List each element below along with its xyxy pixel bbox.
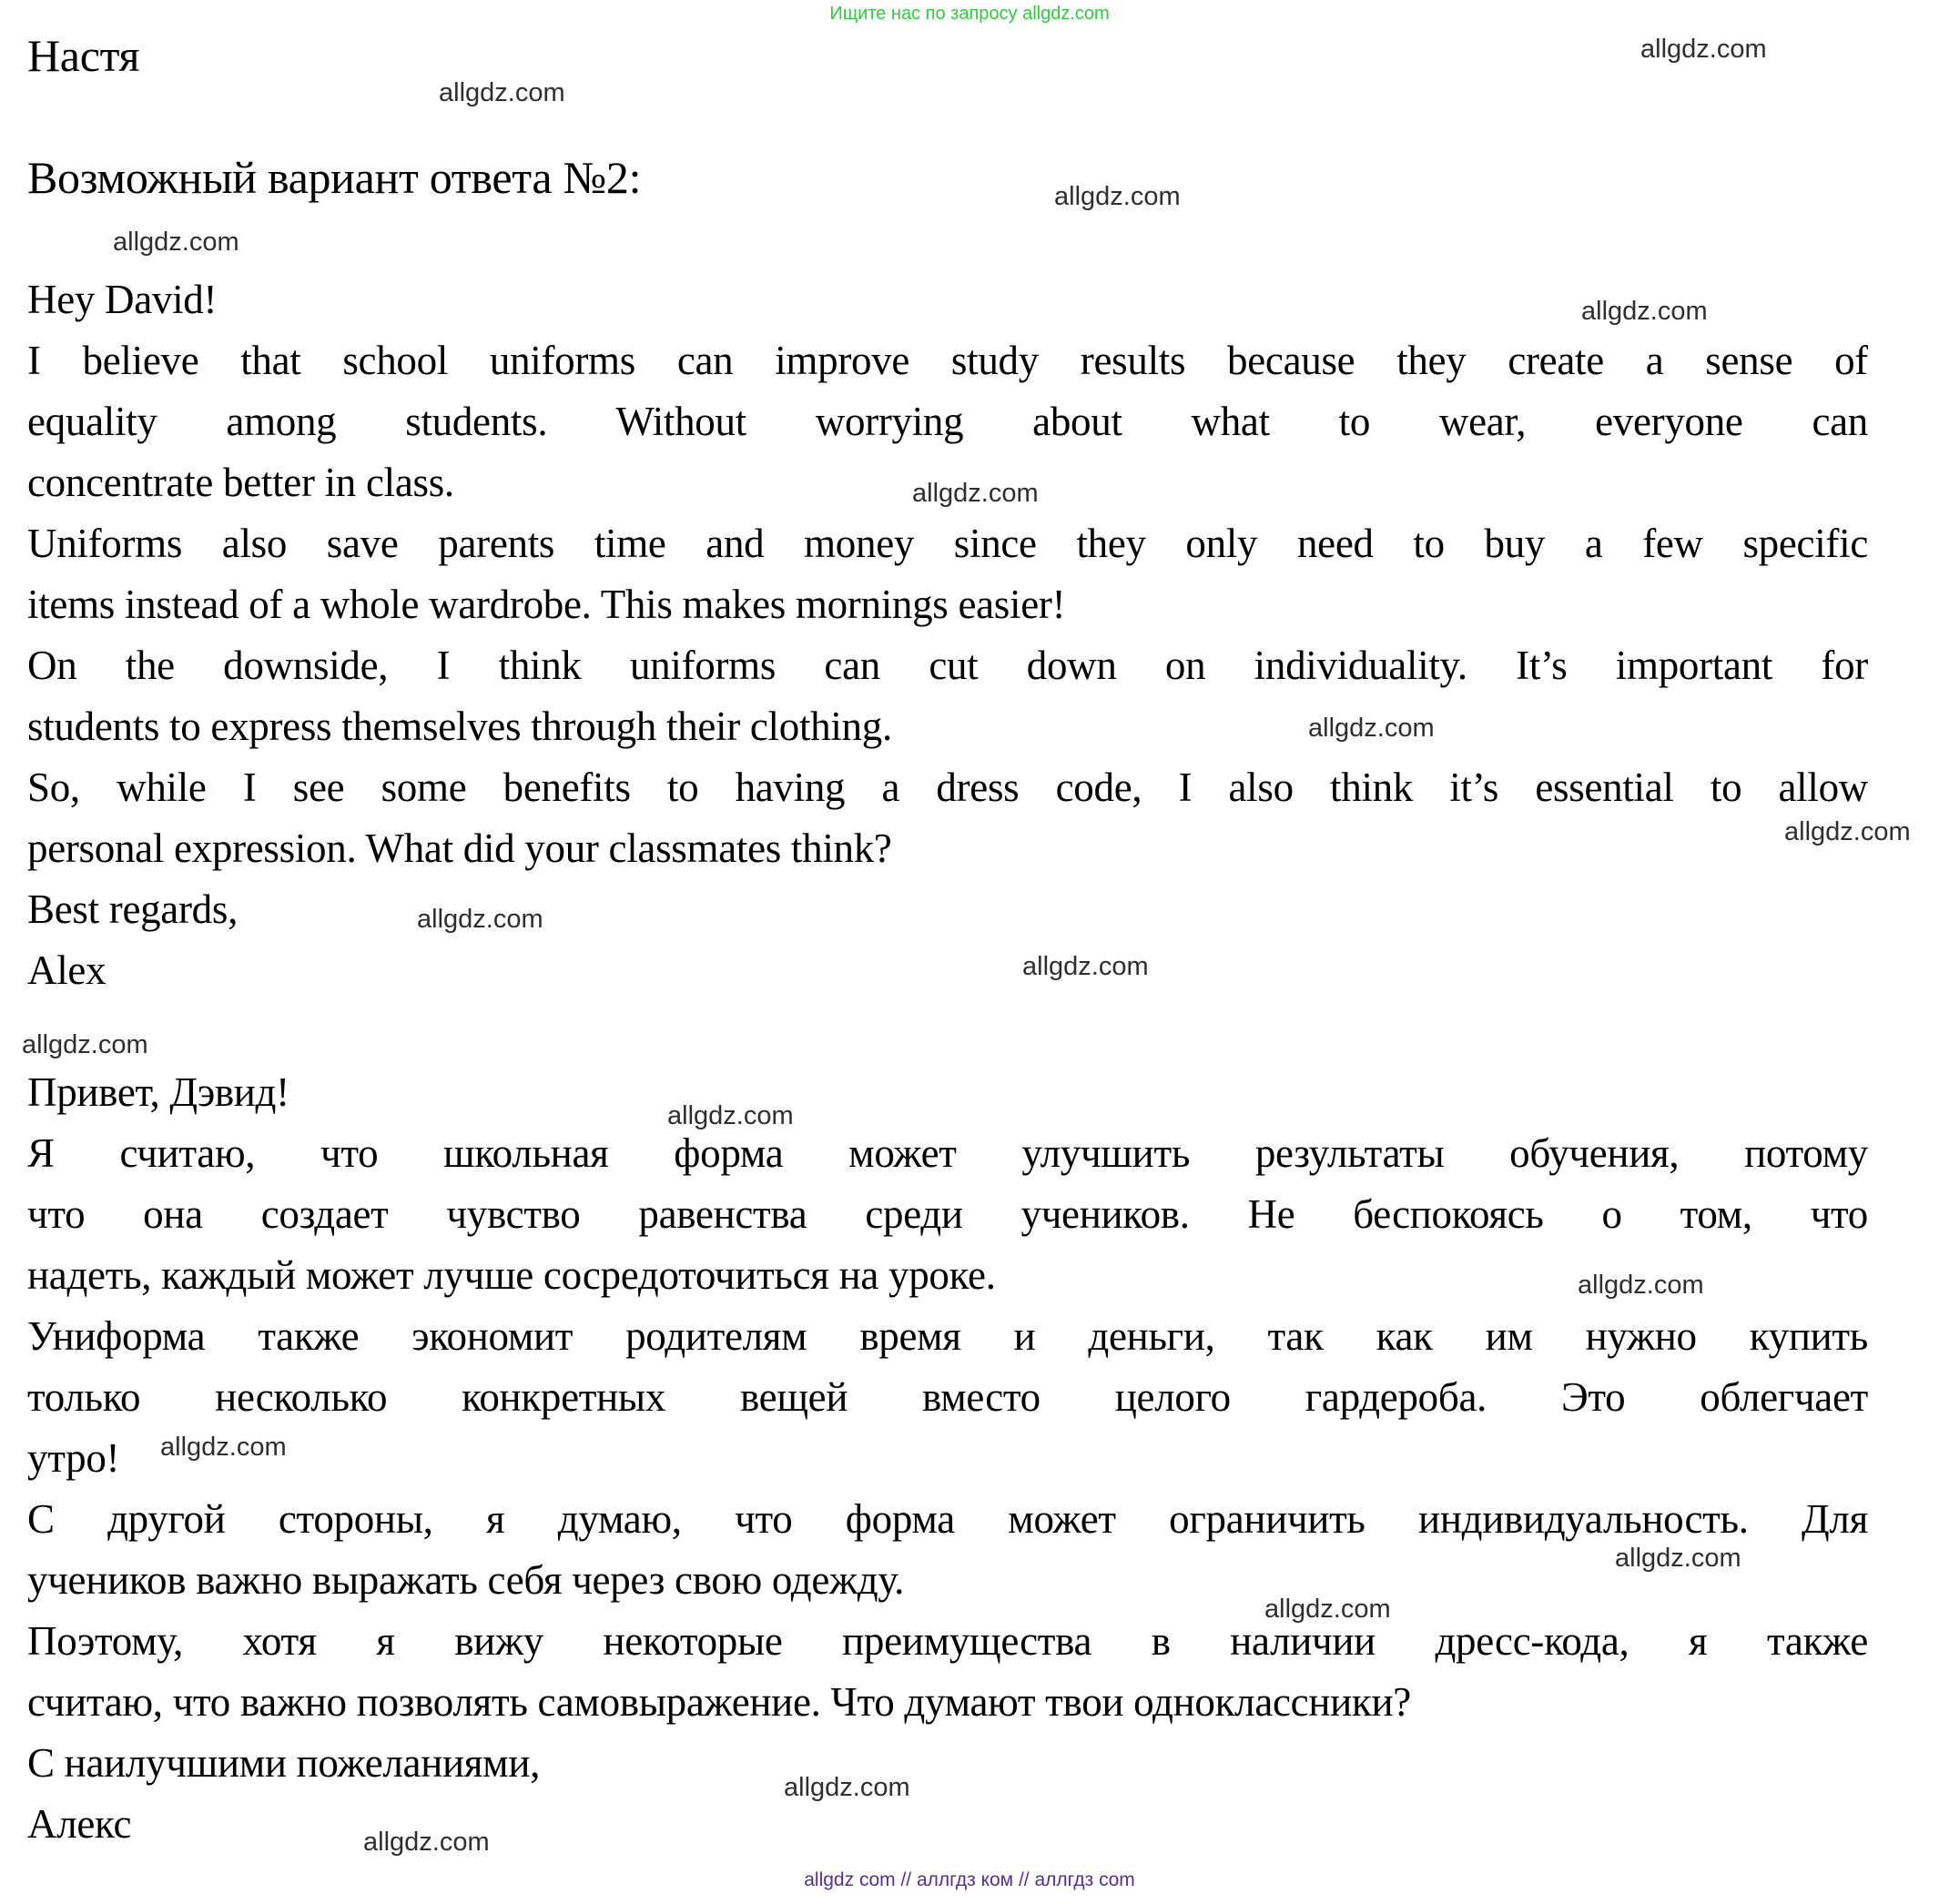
watermark-text: allgdz.com [1615,1544,1741,1573]
watermark-text: allgdz.com [439,78,565,107]
letter-line: что она создает чувство равенства среди учеников. Не беспокоясь о том, что [27,1191,1868,1237]
letter-line: учеников важно выражать себя через свою одежду. [27,1557,905,1603]
watermark-text: allgdz.com [1022,952,1149,981]
letter-line: Я считаю, что школьная форма может улучшить результаты обучения, потому [27,1130,1868,1176]
en-greeting: Hey David! [27,277,218,322]
letter-line: только несколько конкретных вещей вместо целого гардероба. Это облегчает [27,1374,1868,1420]
letter-line: I believe that school uniforms can improve study results because they create a sense of [27,338,1868,383]
watermark-text: allgdz.com [1784,817,1911,846]
blank-line [27,1001,1868,1062]
watermark-text: allgdz.com [417,905,543,934]
letter-line: students to express themselves through their clothing. [27,704,892,749]
watermark-text: allgdz.com [1581,297,1708,326]
blank-line [27,86,1868,147]
en-signature: Alex [27,947,107,993]
watermark-text: allgdz.com [1578,1271,1704,1300]
blank-line [27,208,1868,269]
letter-line: equality among students. Without worrying about what to wear, everyone can [27,399,1868,444]
letter-line: On the downside, I think uniforms can cut down on individuality. It’s important for [27,643,1868,688]
watermark-text: allgdz.com [22,1030,148,1059]
ru-greeting: Привет, Дэвид! [27,1069,289,1115]
watermark-text: allgdz.com [1308,714,1435,743]
watermark-text: allgdz.com [160,1433,287,1462]
letter-line: Поэтому, хотя я вижу некоторые преимущества в наличии дресс-кода, я также [27,1618,1868,1664]
letter-line: personal expression. What did your classmates think? [27,825,892,871]
letter-line: Униформа также экономит родителям время и деньги, так как им нужно купить [27,1313,1868,1359]
watermark-text: allgdz.com [784,1773,910,1802]
letter-line: надеть, каждый может лучше сосредоточиться на уроке. [27,1252,996,1298]
watermark-text: allgdz.com [912,479,1039,508]
ru-signature: Алекс [27,1801,132,1847]
watermark-text: allgdz.com [1054,182,1181,211]
promo-banner: Ищите нас по запросу allgdz.com [829,4,1110,24]
letter-line: So, while I see some benefits to having a dress code, I also think it’s essential to allow [27,765,1868,810]
letter-line: Uniforms also save parents time and money since they only need to buy a few specific [27,521,1868,566]
letter-line: С другой стороны, я думаю, что форма может ограничить индивидуальность. Для [27,1496,1868,1542]
letter-line: считаю, что важно позволять самовыражение. Что думают твои одноклассники? [27,1679,1411,1725]
letter-line: утро! [27,1435,120,1481]
watermark-text: allgdz.com [667,1101,794,1130]
letter-line: concentrate better in class. [27,460,454,505]
variant-title: Возможный вариант ответа №2: [27,152,642,203]
ru-signoff: С наилучшими пожеланиями, [27,1740,541,1786]
watermark-text: allgdz.com [363,1828,490,1857]
en-signoff: Best regards, [27,886,239,932]
watermark-text: allgdz.com [1640,35,1767,64]
footer-domains: allgdz com // аллгдз ком // аллгдз com [804,1869,1135,1890]
letter-line: items instead of a whole wardrobe. This makes mornings easier! [27,582,1066,627]
author-name: Настя [27,30,140,81]
watermark-text: allgdz.com [1264,1595,1391,1624]
watermark-text: allgdz.com [113,228,239,257]
